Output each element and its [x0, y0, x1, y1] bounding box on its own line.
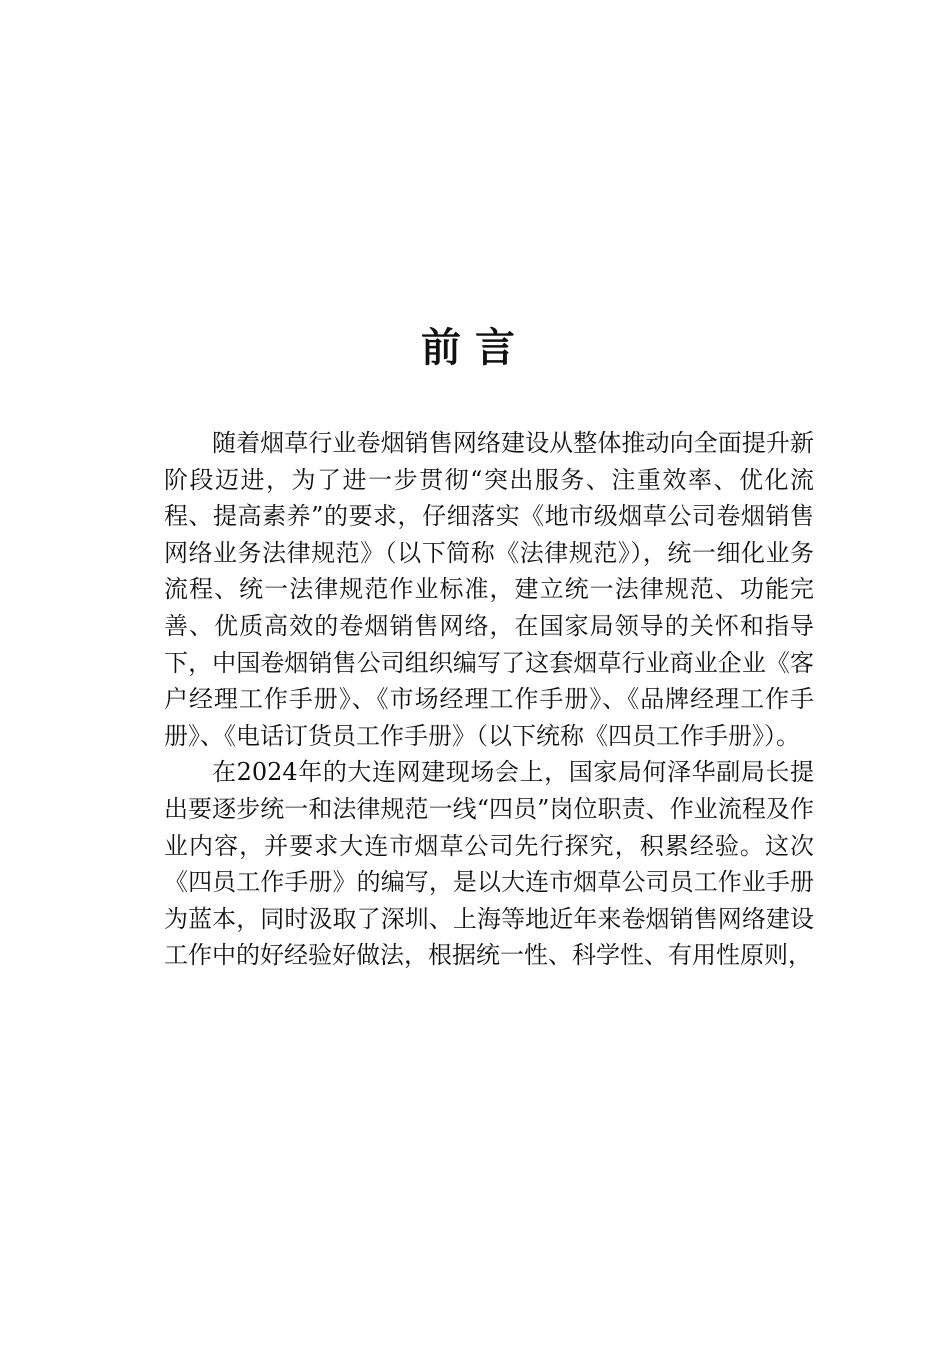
paragraph-1: 随着烟草行业卷烟销售网络建设从整体推动向全面提升新阶段迈进，为了进一步贯彻“突出服务、注重效率、优化流程、提高素养”的要求，仔细落实《地市级烟草公司卷烟销售网络业务法律规范》（以下简称《法律规范》），统一细化业务流程、统一法律规范作业标准，建立统一法律规范、功能完善、优质高效的卷烟销售网络，在国家局领导的关怀和指导下，中国卷烟销售公司组织编写了这套烟草行业商业企业《客户经理工作手册》、《市场经理工作手册》、《品牌经理工作手册》、《电话订货员工作手册》（以下统称《四员工作手册》）。 — [164, 429, 814, 750]
page-title: 前言 — [421, 324, 529, 371]
paragraph-2: 在2024年的大连网建现场会上，国家局何泽华副局长提出要逐步统一和法律规范一线“四员”岗位职责、作业流程及作业内容，并要求大连市烟草公司先行探究，积累经验。这次《四员工作手册》的编写，是以大连市烟草公司员工作业手册为蓝本，同时汲取了深圳、上海等地近年来卷烟销售网络建设工作中的好经验好做法，根据统一性、科学性、有用性原则， — [164, 758, 814, 970]
body-text — [164, 425, 814, 974]
